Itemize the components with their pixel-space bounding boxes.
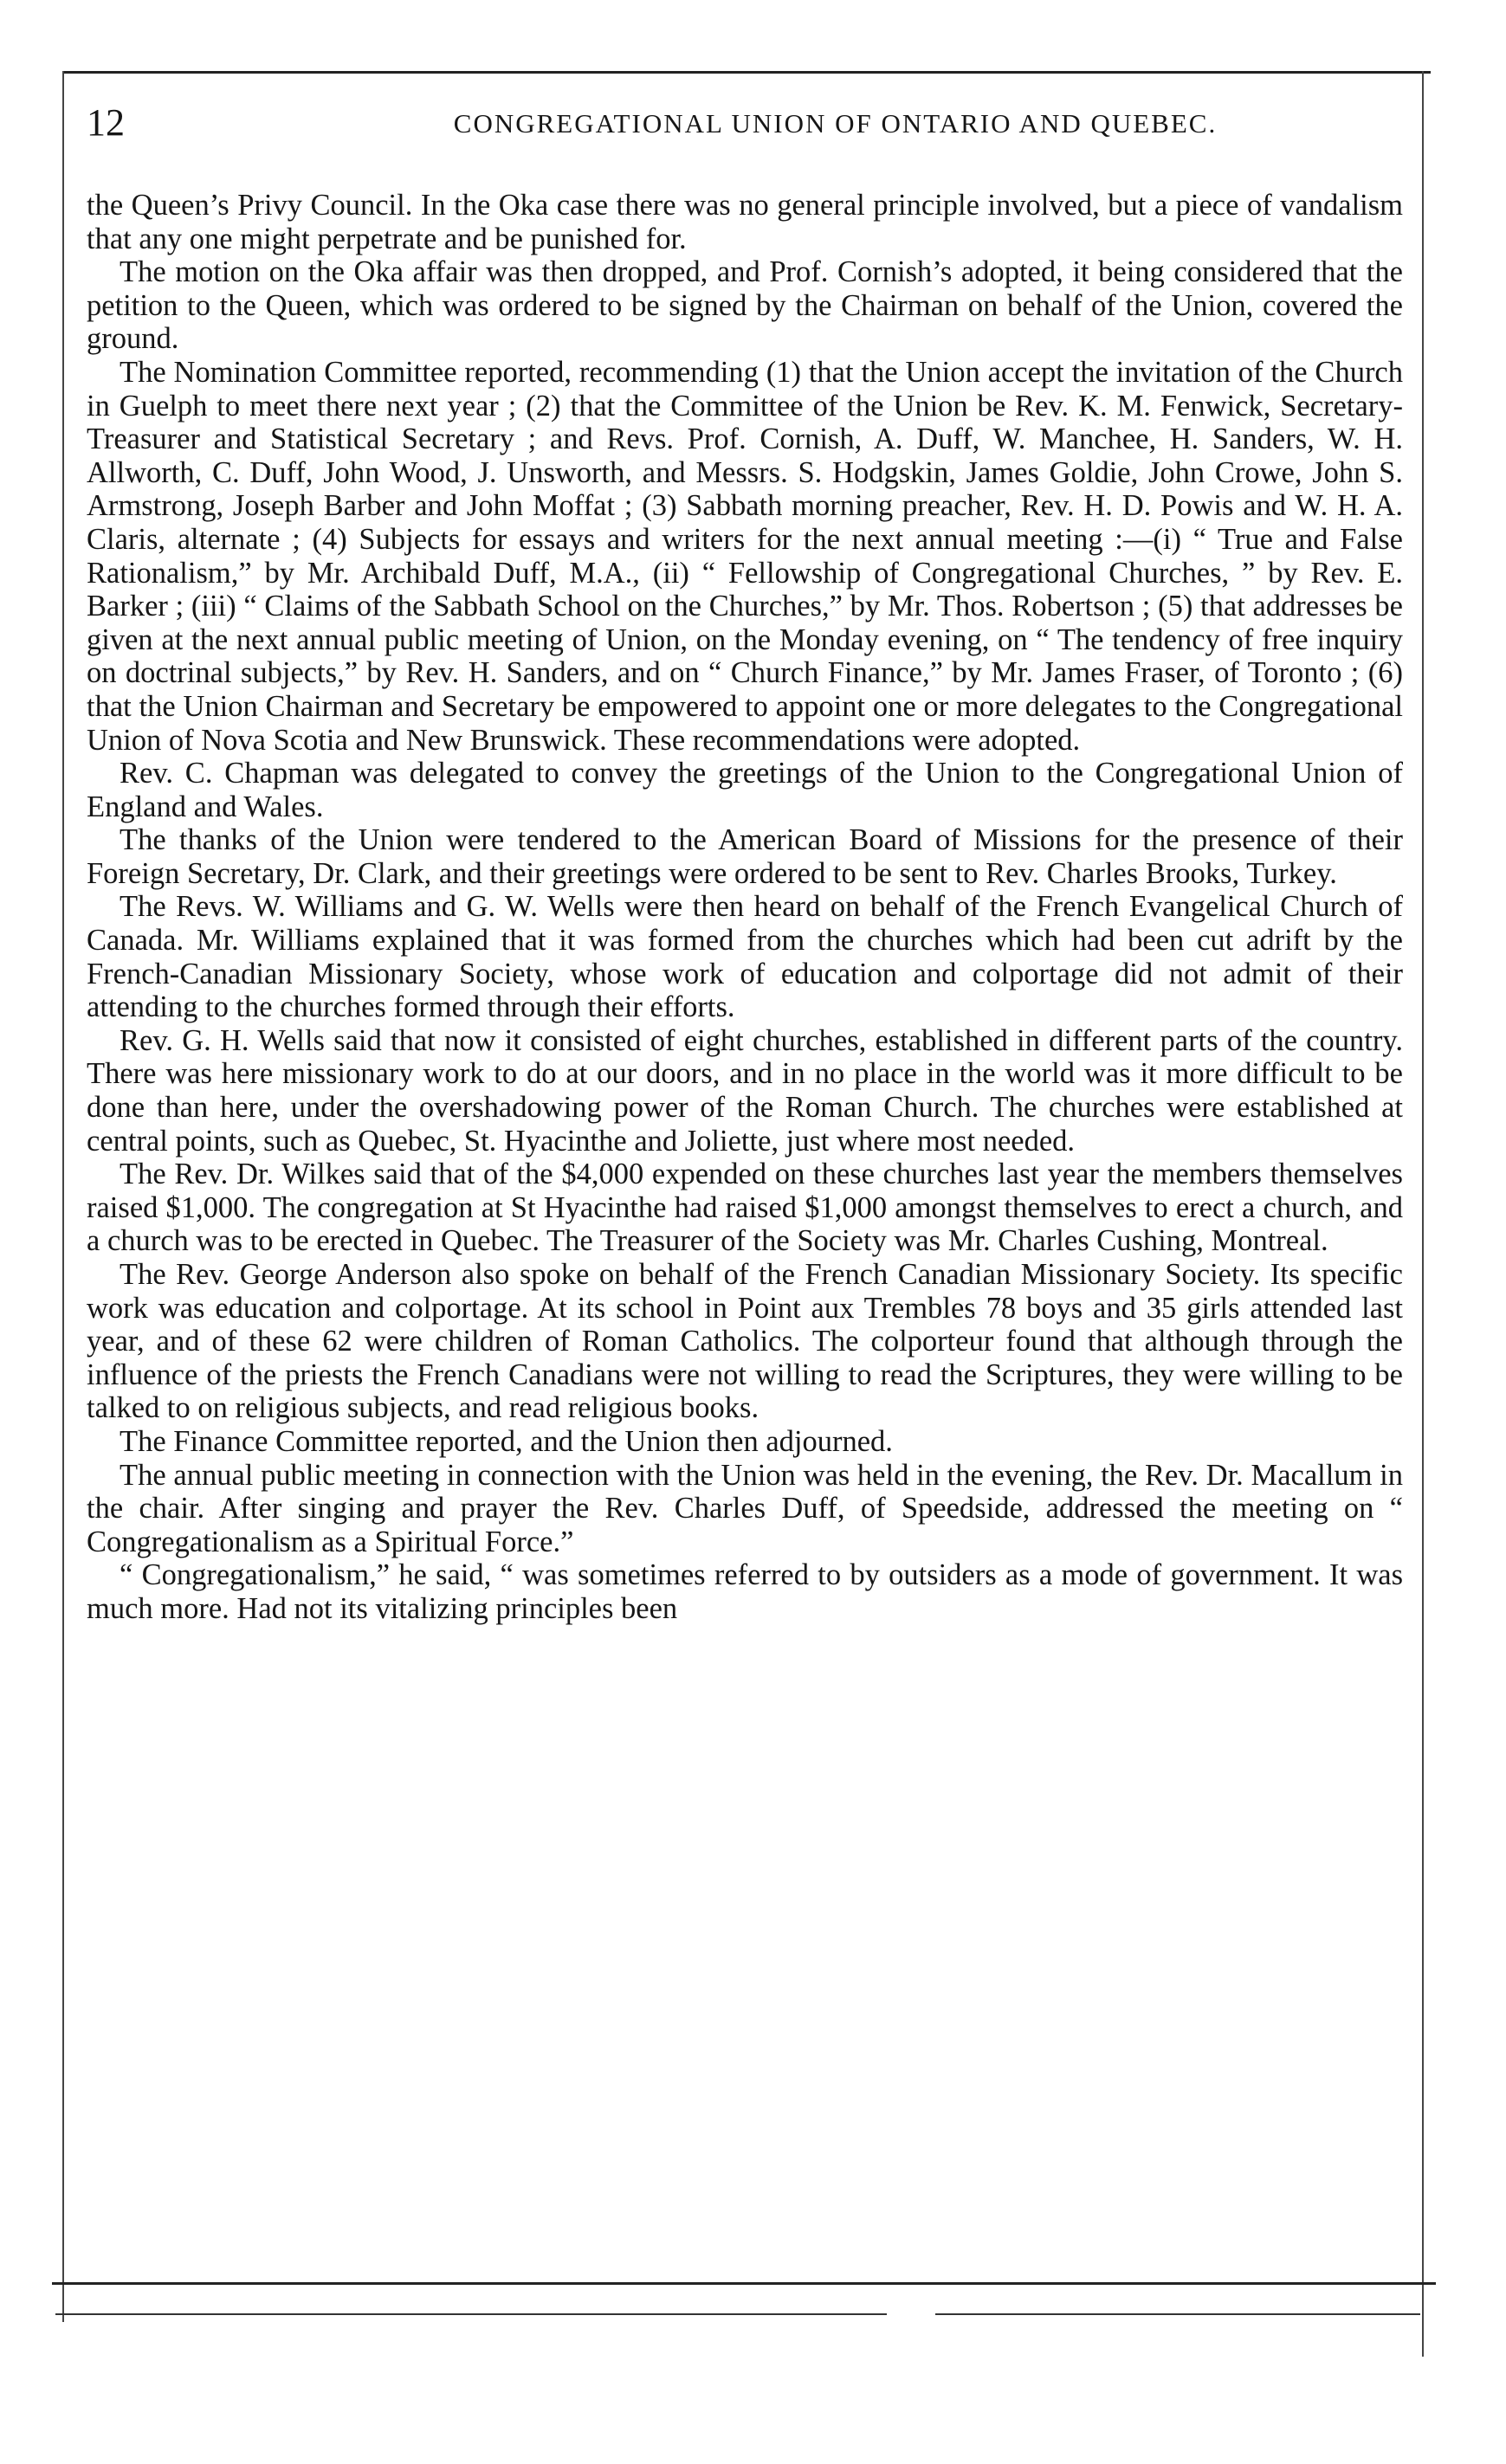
right-margin-rule <box>1422 71 1424 2357</box>
paragraph: The Nomination Committee reported, recommending (1) that the Union accept the invitation of the Church in Guelph to meet there next year ; (2) that the Committee of the Union be Rev. K. M. Fenwick, Secretary-Treasurer and Statistical Secretary ; and Revs. Prof. Cornish, A. Duff, W. Manchee, H. Sanders, W. H. Allworth, C. Duff, John Wood, J. Unsworth, and Messrs. S. Hodgskin, James Goldie, John Crowe, John S. Armstrong, Joseph Barber and John Moffat ; (3) Sabbath morning preacher, Rev. H. D. Powis and W. H. A. Claris, alternate ; (4) Subjects for essays and writers for the next annual meeting :—(i) “ True and False Rationalism,” by Mr. Archibald Duff, M.A., (ii) “ Fellowship of Congregational Churches, ” by Rev. E. Barker ; (iii) “ Claims of the Sabbath School on the Churches,” by Mr. Thos. Robertson ; (5) that addresses be given at the next annual public meeting of Union, on the Monday evening, on “ The tendency of free inquiry on doctrinal subjects,” by Rev. H. Sanders, and on “ Church Finance,” by Mr. James Fraser, of Toronto ; (6) that the Union Chairman and Secretary be empowered to appoint one or more delegates to the Congregational Union of Nova Scotia and New Brunswick. These recommendations were adopted. <box>87 355 1403 757</box>
paragraph: Rev. C. Chapman was delegated to convey the greetings of the Union to the Congregational Union of England and Wales. <box>87 757 1403 823</box>
paragraph: The motion on the Oka affair was then dropped, and Prof. Cornish’s adopted, it being considered that the petition to the Queen, which was ordered to be signed by the Chairman on behalf of the Union, covered the ground. <box>87 255 1403 356</box>
paragraph: Rev. G. H. Wells said that now it consisted of eight churches, established in different parts of the country. There was here missionary work to do at our doors, and in no place in the world was it more difficult to be done than here, under the overshadowing power of the Roman Church. The churches were established at central points, such as Quebec, St. Hyacinthe and Joliette, just where most needed. <box>87 1023 1403 1158</box>
paragraph: The Revs. W. Williams and G. W. Wells were then heard on behalf of the French Evangelical Church of Canada. Mr. Williams explained that it was formed from the churches which had been cut adrift by the French-Canadian Missionary Society, whose work of education and colportage did not admit of their attending to the churches formed through their efforts. <box>87 890 1403 1024</box>
page-number: 12 <box>87 101 125 144</box>
paragraph: The thanks of the Union were tendered to the American Board of Missions for the presence of their Foreign Secretary, Dr. Clark, and their greetings were ordered to be sent to Rev. Charles Brooks, Turkey. <box>87 823 1403 890</box>
paragraph: the Queen’s Privy Council. In the Oka case there was no general principle involved, but a piece of vandalism that any one might perpetrate and be punished for. <box>87 189 1403 255</box>
bottom-rule <box>52 2282 1436 2285</box>
paragraph: The annual public meeting in connection with the Union was held in the evening, the Rev. Dr. Macallum in the chair. After singing and prayer the Rev. Charles Duff, of Speedside, addressed the meeting on “ Congregationalism as a Spiritual Force.” <box>87 1458 1403 1558</box>
paragraph: The Rev. Dr. Wilkes said that of the $4,000 expended on these churches last year the members themselves raised $1,000. The congregation at St Hyacinthe had raised $1,000 amongst themselves to erect a church, and a church was to be erected in Quebec. The Treasurer of the Society was Mr. Charles Cushing, Montreal. <box>87 1158 1403 1258</box>
top-rule <box>62 71 1431 74</box>
paragraph: “ Congregationalism,” he said, “ was sometimes referred to by outsiders as a mode of government. It was much more. Had not its vitalizing principles been <box>87 1558 1403 1625</box>
paragraph: The Rev. George Anderson also spoke on behalf of the French Canadian Missionary Society. Its specific work was education and colportage. At its school in Point aux Trembles 78 boys and 35 girls attended last year, and of these 62 were children of Roman Catholics. The colporteur found that although through the influence of the priests the French Canadians were not willing to read the Scriptures, they were willing to be talked to on religious subjects, and read religious books. <box>87 1258 1403 1425</box>
body-text <box>87 189 1403 1626</box>
running-head: CONGREGATIONAL UNION OF ONTARIO AND QUEBEC. <box>453 108 1218 139</box>
bottom-rule-secondary <box>55 2313 887 2315</box>
paragraph: The Finance Committee reported, and the Union then adjourned. <box>120 1424 893 1458</box>
left-margin-rule <box>62 71 64 2322</box>
page-header <box>87 97 1411 149</box>
bottom-rule-secondary <box>935 2313 1420 2315</box>
